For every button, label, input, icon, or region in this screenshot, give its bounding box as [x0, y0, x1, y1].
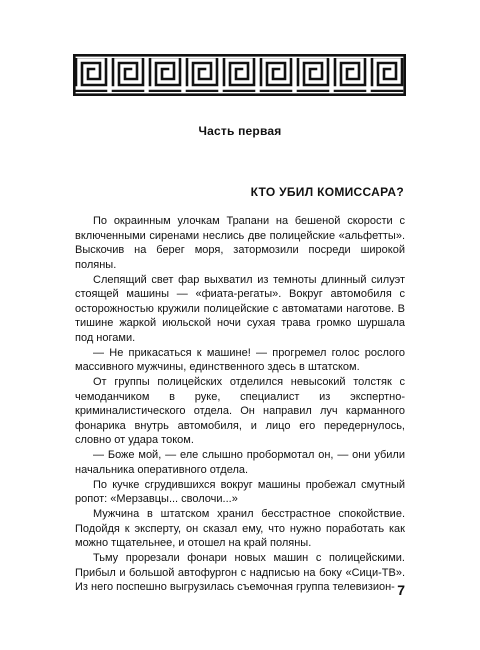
chapter-title: КТО УБИЛ КОМИССАРА?	[250, 185, 404, 199]
page-number: 7	[397, 582, 405, 598]
paragraph: — Боже мой, — еле слышно пробормотал он, — они убили начальника оперативного отдела.	[75, 449, 405, 476]
paragraph: Слепящий свет фар выхватил из темноты длинный силуэт стоящей машины — «фиата-регаты». Вокруг автомобиля с осторожностью кружили полицейские с автоматами наготове. В тишине жаркой июльской ночи сухая трава громко шуршала под ногами.	[75, 273, 405, 344]
body-text	[75, 214, 405, 595]
paragraph: Мужчина в штатском хранил бесстрастное спокойствие. Подойдя к эксперту, он сказал ему, что нужно поработать как можно тщательнее, и отошел на край поляны.	[75, 508, 405, 549]
paragraph: — Не прикасаться к машине! — прогремел голос рослого массивного мужчины, единственного здесь в штатском.	[75, 346, 405, 373]
paragraph: По кучке сгрудившихся вокруг машины пробежал смутный ропот: «Мерзавцы... сволочи...»	[75, 478, 405, 505]
part-title: Часть первая	[198, 124, 282, 138]
paragraph: От группы полицейских отделился невысокий толстяк с чемоданчиком в руке, специалист из экспертно-криминалистического отдела. Он направил луч карманного фонарика внутрь автомобиля, и лицо его передернулось, словно от удара током.	[75, 376, 405, 446]
greek-key-ornament	[73, 54, 406, 96]
paragraph: По окраинным улочкам Трапани на бешеной скорости с включенными сиренами неслись две полицейские «альфетты». Выскочив на берег моря, затормозили посреди широкой поляны.	[75, 215, 405, 271]
paragraph: Тьму прорезали фонари новых машин с полицейскими. Прибыл и большой автофургон с надписью на боку «Сици-ТВ». Из него поспешно выгрузилась съемочная группа телевизион-	[75, 552, 405, 593]
